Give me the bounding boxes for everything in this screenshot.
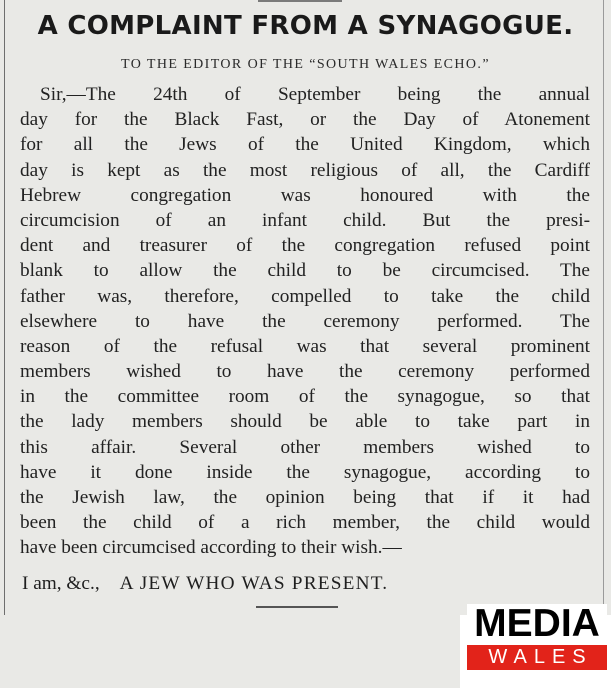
body-line: the Jewish law, the opinion being that if it had [20, 487, 590, 508]
body-line: reason of the refusal was that several prominent [20, 335, 590, 357]
end-divider [256, 606, 338, 608]
body-line: the lady members should be able to take part in [20, 411, 590, 433]
body-line: for all the Jews of the United Kingdom, which [20, 134, 590, 156]
top-divider [258, 0, 342, 2]
logo-media-text: MEDIA [467, 604, 607, 644]
signoff-closing: I am, &c., [22, 573, 100, 594]
article-body [20, 82, 590, 561]
body-line: circumcision of an infant child. But the presi- [20, 209, 590, 231]
body-line: blank to allow the child to be circumcised. The [20, 260, 590, 282]
clipping-lower-edge [0, 615, 460, 688]
body-line: have been circumcised according to their wish.— [20, 537, 402, 559]
body-line: have it done inside the synagogue, according to [20, 461, 590, 483]
body-line: elsewhere to have the ceremony performed. The [20, 310, 590, 332]
body-line: day for the Black Fast, or the Day of Atonement [20, 109, 590, 131]
body-line: dent and treasurer of the congregation refused point [20, 235, 590, 257]
editor-address: TO THE EDITOR OF THE “SOUTH WALES ECHO.” [121, 57, 490, 72]
body-line: Hebrew congregation was honoured with the [20, 184, 590, 206]
column-rule-left [4, 0, 5, 688]
signoff-name: A JEW WHO WAS PRESENT. [119, 573, 389, 594]
body-line: father was, therefore, compelled to take the child [20, 285, 590, 307]
signoff [22, 571, 592, 596]
body-line: members wished to have the ceremony performed [20, 361, 590, 383]
body-line: been the child of a rich member, the child would [20, 512, 590, 534]
column-rule-right [603, 0, 604, 615]
article-headline: A COMPLAINT FROM A SYNAGOGUE. [37, 11, 574, 41]
body-line: this affair. Several other members wished to [20, 436, 590, 458]
body-line: Sir,—The 24th of September being the annual [40, 84, 590, 105]
body-line: in the committee room of the synagogue, so that [20, 386, 590, 408]
body-line: day is kept as the most religious of all, the Cardiff [20, 159, 590, 181]
media-wales-logo [467, 604, 607, 670]
logo-wales-band: WALES [467, 645, 607, 670]
